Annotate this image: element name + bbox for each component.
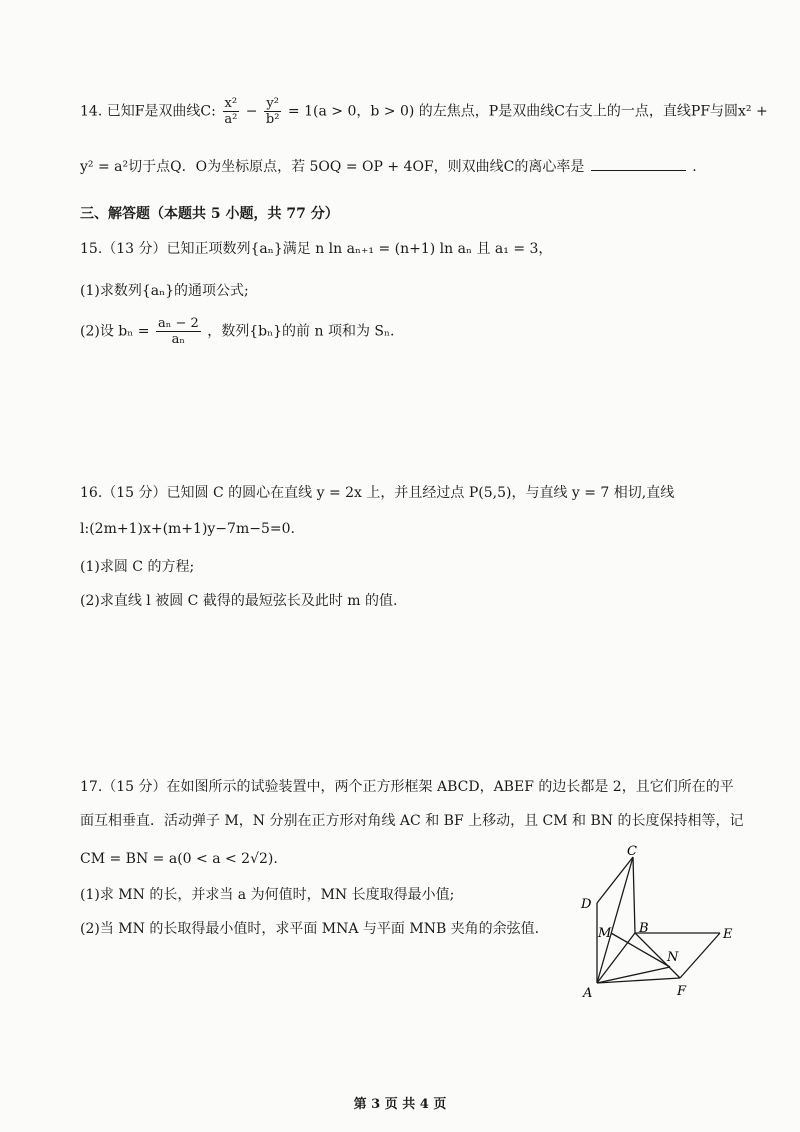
label-N: N <box>667 950 679 965</box>
q15-part2 <box>80 316 395 347</box>
edge-EF <box>680 933 720 978</box>
q14-frac1-den: a² <box>224 112 238 127</box>
diag-AC <box>597 857 633 983</box>
label-E: E <box>723 927 733 942</box>
q14-fraction-y <box>264 96 282 127</box>
label-C: C <box>627 845 637 859</box>
q17-line2: 面互相垂直．活动弹子 M，N 分别在正方形对角线 AC 和 BF 上移动，且 CM 和 BN 的长度保持相等，记 <box>80 813 744 829</box>
q14-frac1-num: x² <box>224 96 238 111</box>
section-title: 三、解答题（本题共 5 小题，共 77 分） <box>80 206 339 222</box>
q15-part2-prefix: (2)设 bₙ = <box>80 323 150 340</box>
q17-line3: CM = BN = a(0 < a < 2√2). <box>80 851 278 867</box>
q15-frac-den: aₙ <box>171 332 186 347</box>
q15-line1: 15.（13 分）已知正项数列{aₙ}满足 n ln aₙ₊₁ = (n+1) ln aₙ 且 a₁ = 3， <box>80 241 553 257</box>
q14-line2-end: . <box>692 159 697 175</box>
q14-prefix: 14. 已知F是双曲线C: <box>80 103 216 120</box>
geometry-figure <box>575 845 755 1005</box>
label-F: F <box>677 984 687 999</box>
q15-part1: (1)求数列{aₙ}的通项公式; <box>80 283 249 299</box>
q15-frac-num: aₙ − 2 <box>157 316 199 331</box>
q16-line2: l:(2m+1)x+(m+1)y−7m−5=0. <box>80 521 295 537</box>
label-M: M <box>598 926 612 941</box>
q16-line1: 16.（15 分）已知圆 C 的圆心在直线 y = 2x 上，并且经过点 P(5,5)，与直线 y = 7 相切,直线 <box>80 485 675 501</box>
label-B: B <box>639 921 649 936</box>
q14-frac2-den: b² <box>265 112 280 127</box>
label-A: A <box>583 986 593 1001</box>
q16-part2: (2)求直线 l 被圆 C 截得的最短弦长及此时 m 的值. <box>80 593 398 609</box>
q14-line2-text: y² = a²切于点Q．O为坐标原点，若 5OQ = OP + 4OF，则双曲线C的离心率是 <box>80 159 585 175</box>
label-D: D <box>581 897 592 912</box>
edge-CB <box>633 857 635 933</box>
q17-part1: (1)求 MN 的长，并求当 a 为何值时，MN 长度取得最小值; <box>80 887 455 903</box>
edge-DC <box>597 857 633 903</box>
q14-line1-mid: = 1(a > 0，b > 0) 的左焦点，P是双曲线C右支上的一点，直线PF与圆x² + <box>287 103 768 120</box>
q16-part1: (1)求圆 C 的方程; <box>80 559 195 575</box>
q14-minus: − <box>245 103 258 120</box>
q14-fraction-x <box>222 96 239 127</box>
q14-frac2-num: y² <box>266 96 279 111</box>
q14-line2 <box>80 156 697 178</box>
page-footer: 第 3 页 共 4 页 <box>353 1097 447 1112</box>
q17-line1: 17.（15 分）在如图所示的试验装置中，两个正方形框架 ABCD，ABEF 的边长都是 2，且它们所在的平 <box>80 779 734 795</box>
q14-line1 <box>80 96 768 127</box>
q15-fraction <box>156 316 201 347</box>
q15-part2-suffix: ，数列{bₙ}的前 n 项和为 Sₙ. <box>207 323 395 340</box>
answer-blank <box>591 170 686 171</box>
q17-part2: (2)当 MN 的长取得最小值时，求平面 MNA 与平面 MNB 夹角的余弦值. <box>80 921 540 937</box>
